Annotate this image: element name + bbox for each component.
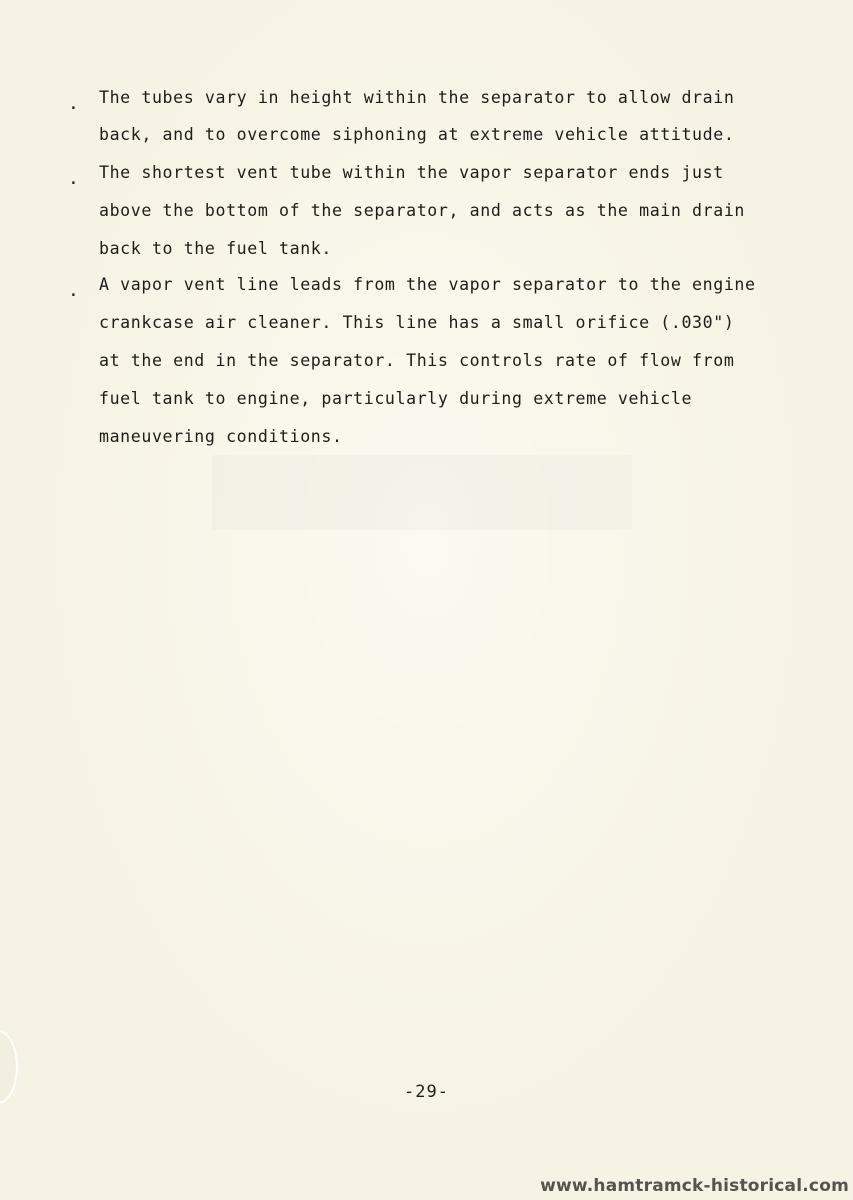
bullet-line: at the end in the separator. This controls rate of flow from: [99, 351, 735, 370]
bullet-line: crankcase air cleaner. This line has a small orifice (.030"): [99, 313, 735, 332]
bleed-through-figure: [212, 455, 632, 530]
bullet-line: back, and to overcome siphoning at extreme vehicle attitude.: [99, 125, 735, 144]
site-watermark: www.hamtramck-historical.com: [540, 1176, 849, 1196]
bullet-marker: .: [68, 168, 79, 189]
bullet-line: A vapor vent line leads from the vapor separator to the engine: [99, 275, 756, 294]
bullet-marker: .: [68, 280, 79, 301]
bullet-line: The tubes vary in height within the separator to allow drain: [99, 88, 735, 107]
bullet-line: The shortest vent tube within the vapor separator ends just: [99, 163, 724, 182]
page-number: -29-: [404, 1082, 449, 1102]
bullet-line: fuel tank to engine, particularly during extreme vehicle: [99, 389, 693, 408]
bullet-line: maneuvering conditions.: [99, 427, 343, 446]
bullet-line: above the bottom of the separator, and acts as the main drain: [99, 201, 746, 220]
bullet-line: back to the fuel tank.: [99, 239, 332, 258]
bullet-marker: .: [68, 93, 79, 114]
